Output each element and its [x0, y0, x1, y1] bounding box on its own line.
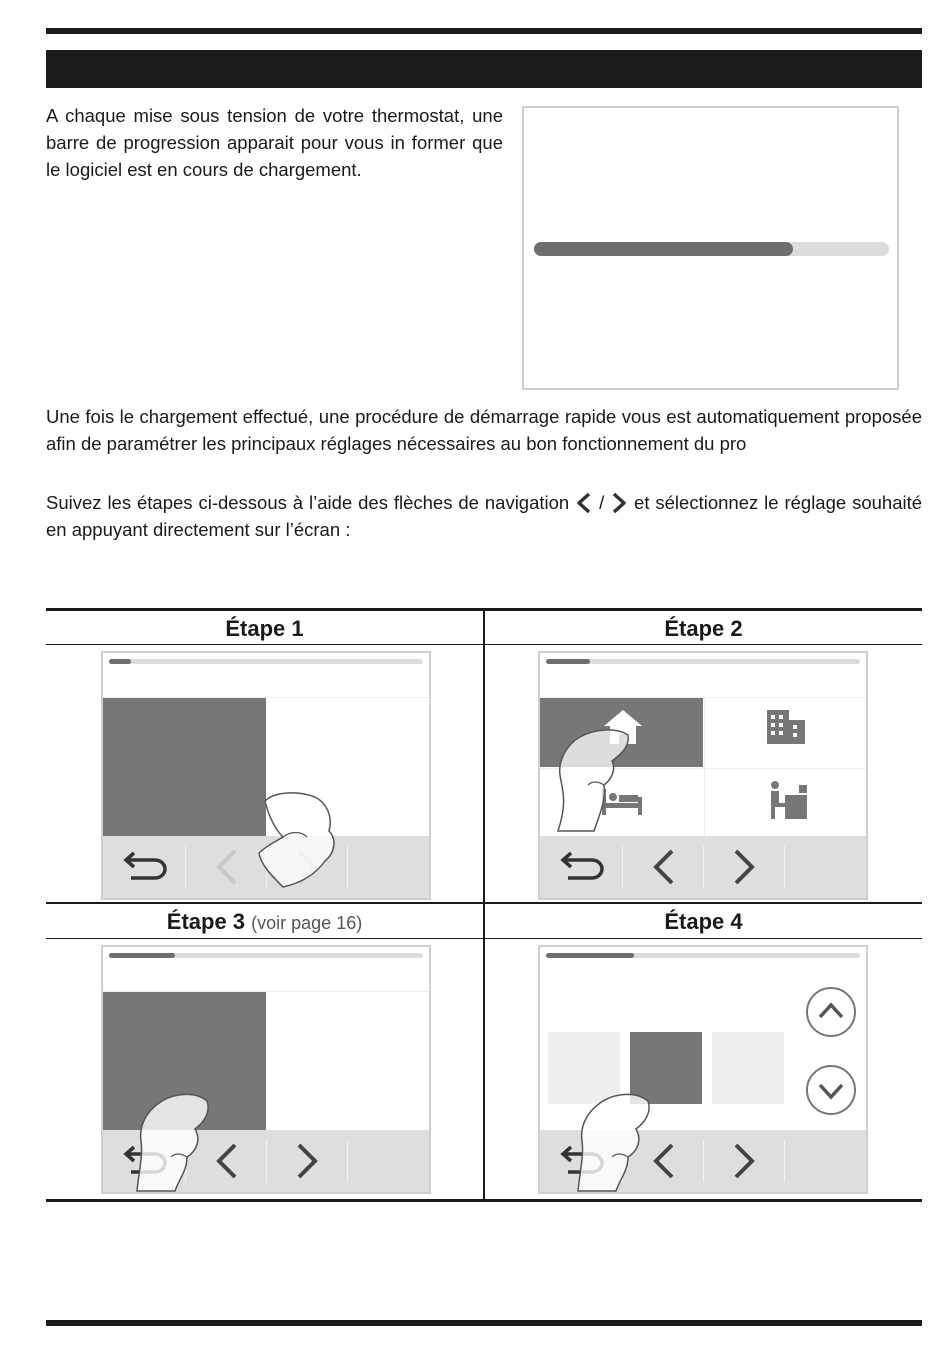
hand-pointer-icon	[135, 1087, 215, 1192]
chevron-left-icon[interactable]	[211, 1142, 241, 1180]
step-progress-bar	[546, 953, 860, 958]
chevron-right-icon[interactable]	[293, 1142, 323, 1180]
back-icon[interactable]	[121, 850, 169, 884]
step-progress-bar	[109, 953, 423, 958]
step3-header	[46, 905, 483, 940]
nav-slash: /	[599, 492, 605, 513]
chevron-right-icon[interactable]	[730, 848, 760, 886]
hand-pointer-icon	[574, 1087, 654, 1192]
nav-separator	[622, 846, 623, 888]
nav-bar	[540, 836, 866, 898]
chevron-down-icon	[817, 1079, 845, 1103]
chevron-left-icon[interactable]	[648, 848, 678, 886]
step-progress-fill	[109, 953, 175, 958]
step-progress-fill	[109, 659, 131, 664]
chevron-left-icon	[575, 492, 593, 514]
step-progress-fill	[546, 953, 634, 958]
step4-title: Étape 4	[664, 909, 743, 934]
intro-text: A chaque mise sous tension de votre thermostat, une barre de progression apparait pour vous in former que le logiciel est en cours de chargement.	[46, 105, 503, 180]
step4-header	[485, 905, 922, 939]
nav-separator	[347, 1140, 348, 1182]
nav-separator	[703, 846, 704, 888]
instructions-before: Suivez les étapes ci-dessous à l’aide des flèches de navigation	[46, 492, 570, 513]
work-tile[interactable]	[704, 768, 867, 837]
instructions-after: et sélectionnez le réglage souhaité en appuyant directement sur l’écran :	[46, 492, 923, 540]
step-progress-fill	[546, 659, 590, 664]
chevron-up-icon	[817, 999, 845, 1023]
step3-screen	[101, 945, 431, 1194]
hand-pointer-icon	[554, 723, 634, 833]
step-progress-bar	[109, 659, 423, 664]
choice-tile[interactable]	[712, 1032, 784, 1104]
step2-screen	[538, 651, 868, 900]
nav-separator	[703, 1140, 704, 1182]
selected-tile[interactable]	[103, 698, 266, 836]
instructions-text	[46, 489, 922, 543]
step4-screen	[538, 945, 868, 1194]
office-tile[interactable]	[704, 698, 867, 767]
step1-screen	[101, 651, 431, 900]
nav-separator	[784, 1140, 785, 1182]
table-bottom-rule	[46, 1199, 922, 1202]
nav-separator	[266, 1140, 267, 1182]
down-button[interactable]	[806, 1065, 856, 1115]
step1-title: Étape 1	[225, 616, 304, 641]
bottom-rule	[46, 1320, 922, 1326]
option-tile[interactable]	[266, 992, 429, 1130]
step3-subtitle: (voir page 16)	[251, 913, 363, 933]
step2-title: Étape 2	[664, 616, 743, 641]
up-button[interactable]	[806, 987, 856, 1037]
top-rule	[46, 28, 922, 34]
building-icon	[765, 708, 807, 746]
step1-header	[46, 612, 483, 646]
nav-separator	[784, 846, 785, 888]
chevron-left-icon[interactable]	[211, 848, 241, 886]
step-progress-bar	[546, 659, 860, 664]
nav-separator	[185, 846, 186, 888]
startup-text: Une fois le chargement effectué, une procédure de démarrage rapide vous est automatiquement proposée afin de paramétrer les principaux réglages nécessaires au bon fonctionnement du pro	[46, 406, 922, 454]
loading-progress-bar	[534, 242, 889, 256]
loading-screen	[522, 106, 899, 390]
hand-pointer-icon	[253, 783, 343, 893]
desk-icon	[765, 779, 809, 821]
chevron-right-icon[interactable]	[730, 1142, 760, 1180]
nav-separator	[347, 846, 348, 888]
header-bar	[46, 50, 922, 88]
loading-progress-fill	[534, 242, 793, 256]
chevron-right-icon	[610, 492, 628, 514]
step2-header	[485, 612, 922, 646]
back-icon[interactable]	[558, 850, 606, 884]
step3-title: Étape 3	[166, 909, 246, 934]
